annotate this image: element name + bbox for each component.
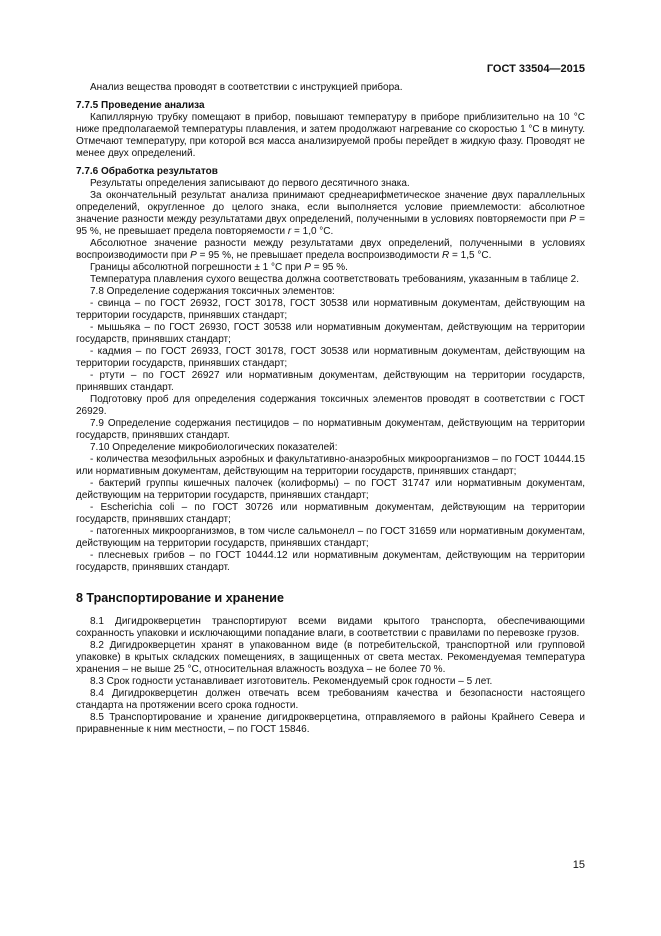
symbol-r: r	[287, 226, 292, 237]
reproducibility-text-b: = 95 %, не превышает предела воспроизводимости	[196, 250, 443, 261]
section-7-10-title: 7.10 Определение микробиологических показателей:	[90, 442, 338, 453]
symbol-p: P	[569, 214, 577, 225]
subsection-7-7-5-text: Капиллярную трубку помещают в прибор, повышают температуру в приборе приблизительно на 10 °С ниже предполагаемой температуры плавления, и затем продолжают нагревание со скоростью 1 °С в минуту. Отмечают температуру, при которой вся масса анализируемой пробы перейдет в жидкую фазу. Проводят не менее двух определений.	[76, 112, 585, 159]
micro-item-ecoli: - Escherichia coli – по ГОСТ 30726 или нормативным документам, действующим на территории государств, принявших стандарт;	[76, 502, 585, 525]
reproducibility-text-c: = 1,5 °С.	[449, 250, 492, 261]
toxic-item-lead: - свинца – по ГОСТ 26932, ГОСТ 30178, ГОСТ 30538 или нормативным документам, действующим на территории государств, принявших стандарт;	[76, 298, 585, 321]
micro-item-coliforms: - бактерий группы кишечных палочек (колиформы) – по ГОСТ 31747 или нормативным документам, действующим на территории государств, принявших стандарт;	[76, 478, 585, 501]
paragraph-8-5: 8.5 Транспортирование и хранение дигидрокверцетина, отправляемого в районы Крайнего Севера и приравненные к ним местности, – по ГОСТ 15846.	[76, 712, 585, 735]
symbol-p: P	[190, 250, 197, 261]
paragraph-8-4: 8.4 Дигидрокверцетин должен отвечать всем требованиям качества и безопасности настоящего стандарта на протяжении всего срока годности.	[76, 688, 585, 711]
section-7-9-pesticides: 7.9 Определение содержания пестицидов – по нормативным документам, действующим на территории государств, принявших стандарт.	[76, 418, 585, 441]
intro-paragraph: Анализ вещества проводят в соответствии с инструкцией прибора.	[90, 82, 403, 93]
results-precision-paragraph: Результаты определения записывают до первого десятичного знака.	[90, 178, 410, 189]
error-bounds-text-a: Границы абсолютной погрешности ± 1 °С при	[90, 262, 305, 273]
paragraph-8-3: 8.3 Срок годности устанавливает изготовитель. Рекомендуемый срок годности – 5 лет.	[90, 676, 493, 687]
section-7-8-title: 7.8 Определение содержания токсичных элементов:	[90, 286, 335, 297]
micro-item-molds: - плесневых грибов – по ГОСТ 10444.12 или нормативным документам, действующим на территории государств, принявших стандарт.	[76, 550, 585, 573]
paragraph-8-1: 8.1 Дигидрокверцетин транспортируют всеми видами крытого транспорта, обеспечивающими сохранность упаковки и исключающими попадание влаги, в соответствии с правилами по перевозке грузов.	[76, 616, 585, 639]
paragraph-8-2: 8.2 Дигидрокверцетин хранят в упакованном виде (в потребительской, транспортной или групповой упаковке) в крытых складских помещениях, в защищенных от света местах. Рекомендуемая температура хранения – не выше 25 °С, относительная влажность воздуха – не более 70 %.	[76, 640, 585, 675]
subsection-7-7-6-title: 7.7.6 Обработка результатов	[76, 166, 218, 177]
subsection-7-7-5-title: 7.7.5 Проведение анализа	[76, 100, 205, 111]
page-content	[76, 82, 585, 736]
repeatability-text-c: = 1,0 °С.	[291, 226, 334, 237]
page-number: 15	[572, 859, 585, 871]
repeatability-text-a: За окончательный результат анализа принимают среднеарифметическое значение двух параллельных определений, округленное до целого знака, если выполняется условие приемлемости: абсолютное значение разности между результатами двух определений, полученными в условиях повторяемости при	[76, 190, 585, 225]
repeatability-paragraph	[76, 190, 585, 238]
micro-item-mesophilic: - количества мезофильных аэробных и факультативно-анаэробных микроорганизмов – по ГОСТ 10444.15 или нормативным документам, действующим на территории государств, принявших стандарт;	[76, 454, 585, 477]
error-bounds-text-b: = 95 %.	[310, 262, 348, 273]
symbol-R: R	[442, 250, 450, 261]
error-bounds-paragraph	[76, 262, 585, 274]
toxic-item-cadmium: - кадмия – по ГОСТ 26933, ГОСТ 30178, ГОСТ 30538 или нормативным документам, действующим на территории государств, принявших стандарт;	[76, 346, 585, 369]
reproducibility-paragraph	[76, 238, 585, 262]
reproducibility-text-a: Абсолютное значение разности между результатами двух определений, полученными в условиях воспроизводимости при	[76, 238, 585, 261]
document-code-header: ГОСТ 33504—2015	[486, 63, 585, 75]
toxic-item-arsenic: - мышьяка – по ГОСТ 26930, ГОСТ 30538 или нормативным документам, действующим на территории государств, принявших стандарт;	[76, 322, 585, 345]
section-8-title: 8 Транспортирование и хранение	[76, 591, 284, 605]
micro-item-pathogens: - патогенных микроорганизмов, в том числе сальмонелл – по ГОСТ 31659 или нормативным документам, действующим на территории государств, принявших стандарт;	[76, 526, 585, 549]
symbol-p: P	[304, 262, 311, 273]
melting-point-requirement: Температура плавления сухого вещества должна соответствовать требованиям, указанным в таблице 2.	[90, 274, 580, 285]
toxic-sample-prep-note: Подготовку проб для определения содержания токсичных элементов проводят в соответствии с ГОСТ 26929.	[76, 394, 585, 417]
repeatability-text-b: = 95 %, не превышает предела повторяемости	[76, 214, 585, 237]
toxic-item-mercury: - ртути – по ГОСТ 26927 или нормативным документам, действующим на территории государств, принявших стандарт.	[76, 370, 585, 393]
